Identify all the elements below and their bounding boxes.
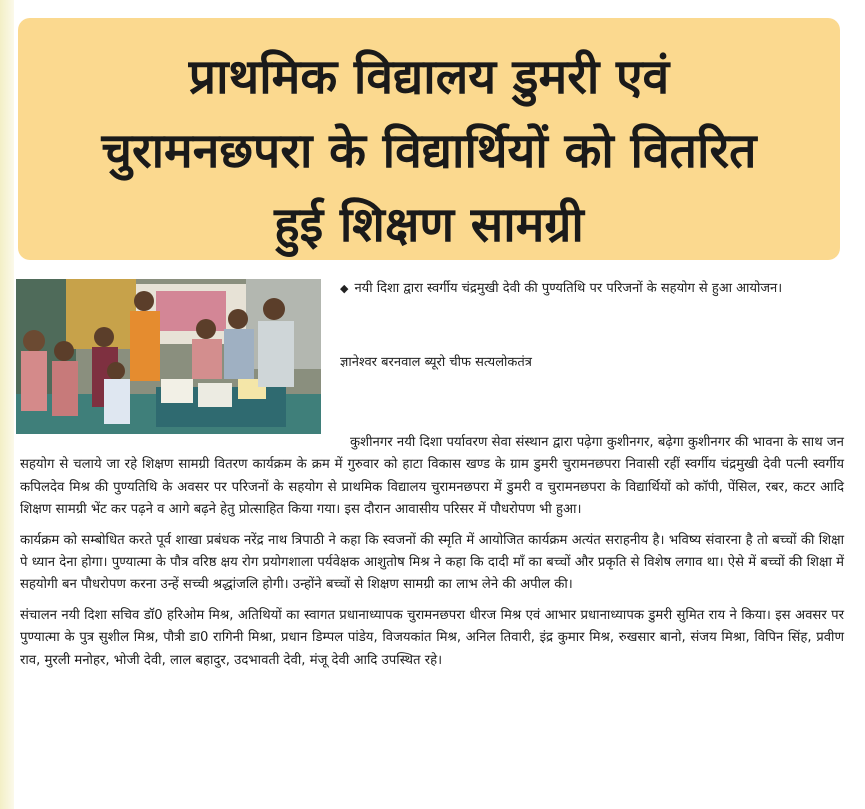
lead-text: नयी दिशा द्वारा स्वर्गीय चंद्रमुखी देवी की पुण्यतिथि पर परिजनों के सहयोग से हुआ आयोजन। — [354, 281, 783, 296]
article-paragraph-1: कुशीनगर नयी दिशा पर्यावरण सेवा संस्थान द्वारा पढ़ेगा कुशीनगर, बढ़ेगा कुशीनगर की भावना के साथ जन सहयोग से चलाये जा रहे शिक्षण सामग्री वितरण कार्यक्रम के क्रम में गुरुवार को हाटा विकास खण्ड के ग्राम डुमरी चुरामनछपरा निवासी रहीं स्वर्गीय चंद्रमुखी देवी पत्नी स्वर्गीय कपिलदेव मिश्र की पुण्यतिथि के अवसर पर परिजनों के सहयोग से प्राथमिक विद्यालय चुरामनछपरा में डुमरी व चुरामनछपरा के विद्यार्थियों को कॉपी, पेंसिल, रबर, कटर आदि शिक्षण सामग्री भेंट कर पढ़ने व आगे बढ़ने हेतु प्रोत्साहित किया गया। इस दौरान आवासीय परिसर में पौधरोपण भी हुआ। — [20, 435, 844, 518]
headline-line-2: चुरामनछपरा के विद्यार्थियों को वितरित — [101, 123, 757, 179]
headline-banner — [18, 18, 840, 260]
article-body — [20, 432, 844, 680]
news-photo — [16, 279, 321, 434]
headline-line-3: हुई शिक्षण सामग्री — [274, 197, 584, 253]
article-paragraph-2: कार्यक्रम को सम्बोधित करते पूर्व शाखा प्रबंधक नरेंद्र नाथ त्रिपाठी ने कहा कि स्वजनों की स्मृति में आयोजित कार्यक्रम अत्यंत सराहनीय है। भविष्य संवारना है तो बच्चों की शिक्षा पे ध्यान देना होगा। पुण्यात्मा के पौत्र वरिष्ठ क्षय रोग प्रयोगशाला पर्यवेक्षक आशुतोष मिश्र ने कहा कि दादी माँ का बच्चों और प्रकृति से विशेष लगाव था। ऐसे में बच्चों की शिक्षा में सहयोगी बन पौधरोपण करना उन्हें सच्ची श्रद्धांजलि होगी। उन्होंने बच्चों से शिक्षण सामग्री का लाभ लेने की अपील की। — [20, 532, 844, 593]
byline: ज्ञानेश्वर बरनवाल ब्यूरो चीफ सत्यलोकतंत्र — [340, 355, 532, 370]
diamond-bullet-icon: ◆ — [340, 282, 349, 295]
lead-summary — [340, 277, 840, 301]
headline-line-1: प्राथमिक विद्यालय डुमरी एवं — [188, 49, 670, 105]
article-paragraph-3: संचालन नयी दिशा सचिव डॉ0 हरिओम मिश्र, अतिथियों का स्वागत प्रधानाध्यापक चुरामनछपरा धीरज मिश्र एवं आभार प्रधानाध्यापक डुमरी सुमित राय ने किया। इस अवसर पर पुण्यात्मा के पुत्र सुशील मिश्र, पौत्री डा0 रागिनी मिश्रा, प्रधान डिम्पल पांडेय, विजयकांत मिश्र, अनिल तिवारी, इंद्र कुमार मिश्र, रुखसार बानो, संजय मिश्रा, विपिन सिंह, प्रवीण राव, मुरली मनोहर, भोजी देवी, लाल बहादुर, उदभावती देवी, मंजू देवी आदि उपस्थित रहे। — [20, 607, 844, 668]
page-edge — [0, 0, 14, 809]
photo-illustration — [16, 279, 321, 434]
